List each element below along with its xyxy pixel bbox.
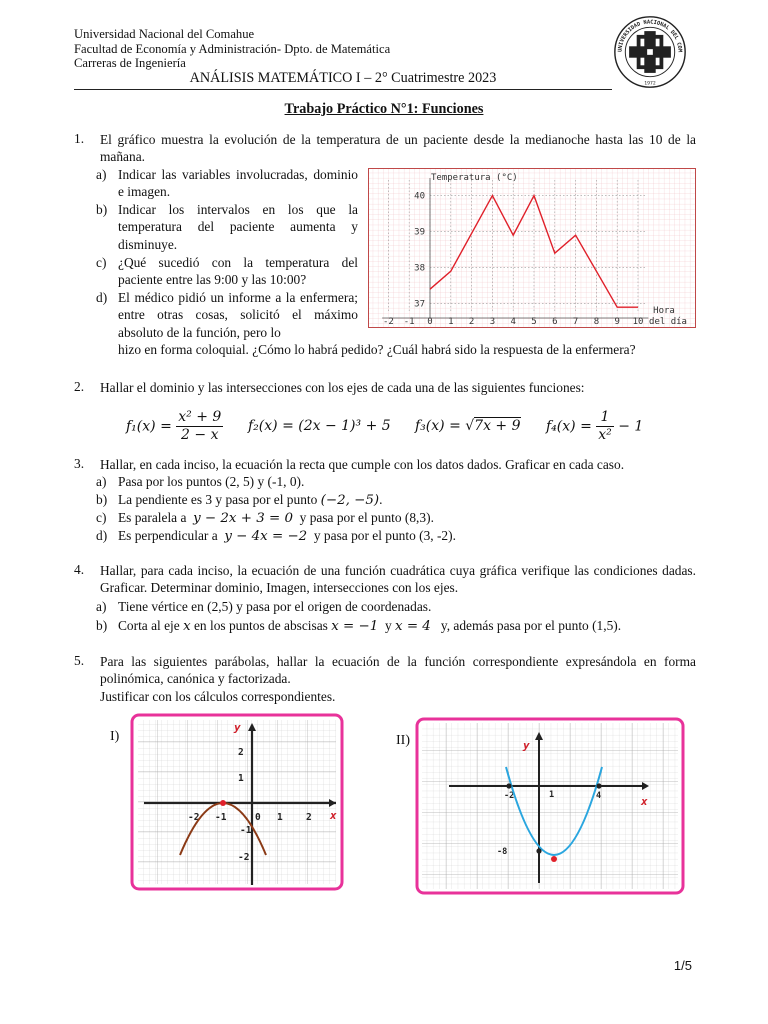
function-f3 — [415, 418, 521, 434]
ex4-b-root1: x = −1 — [331, 619, 379, 634]
f1-fraction — [176, 409, 223, 444]
ex5-statement: Para las siguientes parábolas, hallar la ecuación de la función correspondiente expresándola en forma polinómica, canónica y factorizada. — [100, 654, 696, 687]
graph-I-x-name: x — [330, 809, 337, 822]
chart-xtick-label: 4 — [510, 317, 516, 327]
ex5-justify: Justificar con los cálculos correspondientes. — [100, 689, 336, 704]
ex1-d-text: El médico pidió un informe a la enfermera; entre otras cosas, solicitó el máximo absoluto de la función, pero lo — [118, 290, 358, 340]
ex3-c-label: c) — [96, 510, 107, 525]
graph-I-vertex-point — [220, 800, 226, 806]
ex4-b-label: b) — [96, 618, 108, 633]
y-axis-label: Temperatura (°C) — [431, 173, 518, 183]
ex4-a-text: Tiene vértice en (2,5) y pasa por el origen de coordenadas. — [118, 599, 432, 614]
f1-name: f₁(x) = — [126, 418, 172, 435]
ex3-c-part3: y pasa por el punto (8,3). — [292, 510, 434, 525]
page-number: 1/5 — [673, 958, 692, 973]
ex3-c-part1: Es paralela a — [118, 510, 194, 525]
chart-xtick-label: 1 — [448, 317, 454, 327]
graph-II-xtick-4: 4 — [596, 791, 602, 801]
ex5-number: 5. — [74, 653, 85, 668]
graph-I-ytick-m1: -1 — [240, 825, 252, 836]
ex3-b-label: b) — [96, 492, 108, 507]
chart-xtick-label: 3 — [489, 317, 496, 327]
f4-denominator: x² — [598, 427, 612, 443]
ex3-b-point: (−2, −5) — [320, 493, 380, 508]
graph-I-ytick-2: 2 — [238, 747, 244, 758]
graph-II-root-right — [596, 783, 601, 788]
graph-I-xtick-m2: -2 — [188, 812, 200, 823]
graph-I-ytick-1: 1 — [238, 773, 244, 784]
graph-II-y-name: y — [523, 739, 530, 752]
ex4-b-x: x — [183, 619, 191, 634]
ex3-d-label: d) — [96, 528, 108, 543]
graph-II-xtick-m2: -2 — [504, 791, 515, 801]
graph-II-y-intercept — [536, 848, 541, 853]
function-f2: f₂(x) = (2x − 1)³ + 5 — [248, 418, 391, 434]
ex2-number: 2. — [74, 379, 85, 394]
function-f4 — [546, 409, 643, 444]
temperature-chart — [368, 168, 696, 328]
graph-I-xtick-m1: -1 — [215, 812, 227, 823]
f4-tail: − 1 — [618, 418, 644, 435]
ex1-b-label: b) — [96, 202, 108, 217]
graph-I-xtick-0: 0 — [255, 812, 261, 823]
ex3-number: 3. — [74, 456, 85, 471]
ex4-b-part3: en los puntos de abscisas — [190, 618, 332, 633]
ex4-b-root2: x = 4 — [395, 619, 431, 634]
chart-xtick-label: 0 — [427, 317, 433, 327]
ex4-a-label: a) — [96, 599, 107, 614]
ex3-a-label: a) — [96, 474, 107, 489]
seal-year: 1972 — [644, 81, 656, 87]
ex2-statement: Hallar el dominio y las intersecciones con los ejes de cada una de las siguientes funciones: — [100, 380, 585, 395]
ex1-number: 1. — [74, 131, 85, 146]
ex3-d-part1: Es perpendicular a — [118, 528, 225, 543]
header-university: Universidad Nacional del Comahue — [74, 27, 255, 41]
ex4-b-part1: Corta al eje — [118, 618, 184, 633]
ex1-c-text: ¿Qué sucedió con la temperatura del paciente entre las 9:00 y las 10:00? — [118, 255, 358, 288]
header-careers: Carreras de Ingeniería — [74, 56, 186, 70]
ex4-b-part7: y, además pasa por el punto (1,5). — [430, 618, 622, 633]
ex1-c-label: c) — [96, 255, 107, 270]
ex1-d-label: d) — [96, 290, 108, 305]
page-title: Trabajo Práctico N°1: Funciones — [284, 101, 484, 117]
chart-xtick-label: 7 — [572, 317, 579, 327]
f1-numerator: x² + 9 — [178, 409, 222, 425]
radical-icon: √ — [465, 418, 475, 434]
graph-II-root-left — [506, 783, 511, 788]
x-axis-label-line1: Hora — [653, 306, 675, 316]
chart-xtick-label: 6 — [552, 317, 558, 327]
seal-text: UNIVERSIDAD NACIONAL DEL COM — [617, 19, 683, 53]
ex1-b-text: Indicar los intervalos en los que la temperatura del paciente aumenta y disminuye. — [118, 202, 358, 252]
graph-II-x-name: x — [641, 795, 648, 808]
graph-I-label: I) — [110, 729, 120, 744]
ex4-statement: Hallar, para cada inciso, la ecuación de una función cuadrática cuya gráfica verifique las condiciones dadas. Graficar. Determinar dominio, Imagen, intersecciones con los ejes. — [100, 563, 696, 596]
chart-ytick-label: 38 — [414, 263, 425, 274]
ex3-statement: Hallar, en cada inciso, la ecuación la recta que cumple con los datos dados. Graficar en cada caso. — [100, 457, 625, 472]
graph-II-ytick-m8: -8 — [497, 847, 508, 857]
chart-ytick-label: 39 — [414, 227, 425, 238]
ex3-b-period: . — [379, 492, 383, 507]
f4-fraction — [596, 409, 614, 444]
chart-xtick-label: 2 — [468, 317, 475, 327]
ex4-b-text — [118, 617, 621, 635]
graph-I-y-name: y — [234, 721, 241, 734]
chart-xtick-label: 9 — [614, 317, 620, 327]
f3-radicand: 7x + 9 — [474, 418, 521, 434]
chart-ytick-label: 37 — [414, 299, 425, 310]
ex3-c-equation: y − 2x + 3 = 0 — [193, 511, 293, 526]
ex1-a-text: Indicar las variables involucradas, dominio e imagen. — [118, 167, 358, 200]
chart-xtick-label: 10 — [632, 317, 644, 327]
header-faculty: Facultad de Economía y Administración- Dpto. de Matemática — [74, 41, 391, 56]
f3-name: f₃(x) = — [415, 418, 461, 434]
university-seal — [612, 14, 688, 90]
graph-I-xtick-2: 2 — [306, 812, 312, 823]
ex4-number: 4. — [74, 562, 85, 577]
chart-xtick-label: 8 — [593, 317, 600, 327]
chart-ytick-label: 40 — [414, 191, 425, 202]
x-axis-label-line2: del día — [649, 317, 687, 327]
function-f1 — [126, 409, 223, 444]
graph-I-xtick-1: 1 — [277, 812, 283, 823]
graph-II-xtick-1: 1 — [549, 790, 555, 800]
ex3-a-text: Pasa por los puntos (2, 5) y (-1, 0). — [118, 474, 305, 489]
parabola-graph-I — [130, 713, 344, 891]
ex3-c-text — [118, 509, 434, 527]
parabola-graph-II — [415, 717, 685, 895]
ex1-statement: El gráfico muestra la evolución de la temperatura de un paciente desde la medianoche hasta las 10 de la mañana. — [100, 132, 696, 165]
ex4-b-and: y — [378, 618, 396, 633]
graph-I-ytick-m2: -2 — [238, 852, 250, 863]
f1-denominator: 2 − x — [181, 427, 219, 443]
ex3-d-text — [118, 527, 456, 545]
ex3-d-part3: y pasa por el punto (3, -2). — [307, 528, 456, 543]
ex1-a-label: a) — [96, 167, 107, 182]
course-title: ANÁLISIS MATEMÁTICO I – 2° Cuatrimestre 2023 — [74, 70, 612, 90]
ex3-b-text — [118, 491, 382, 509]
ex3-b-part1: La pendiente es 3 y pasa por el punto — [118, 492, 321, 507]
ex1-d-continued: hizo en forma coloquial. ¿Cómo lo habrá pedido? ¿Cuál habrá sido la respuesta de la enfermera? — [118, 342, 636, 357]
f4-numerator: 1 — [596, 409, 614, 427]
chart-xtick-label: -1 — [403, 317, 415, 327]
chart-xtick-label: -2 — [382, 317, 394, 327]
graph-II-vertex-point — [551, 856, 557, 862]
f4-name: f₄(x) = — [546, 418, 592, 435]
graph-II-major-grid — [422, 723, 678, 889]
graph-II-label: II) — [396, 733, 410, 748]
chart-xtick-label: 5 — [531, 317, 537, 327]
ex3-d-equation: y − 4x = −2 — [224, 529, 308, 544]
